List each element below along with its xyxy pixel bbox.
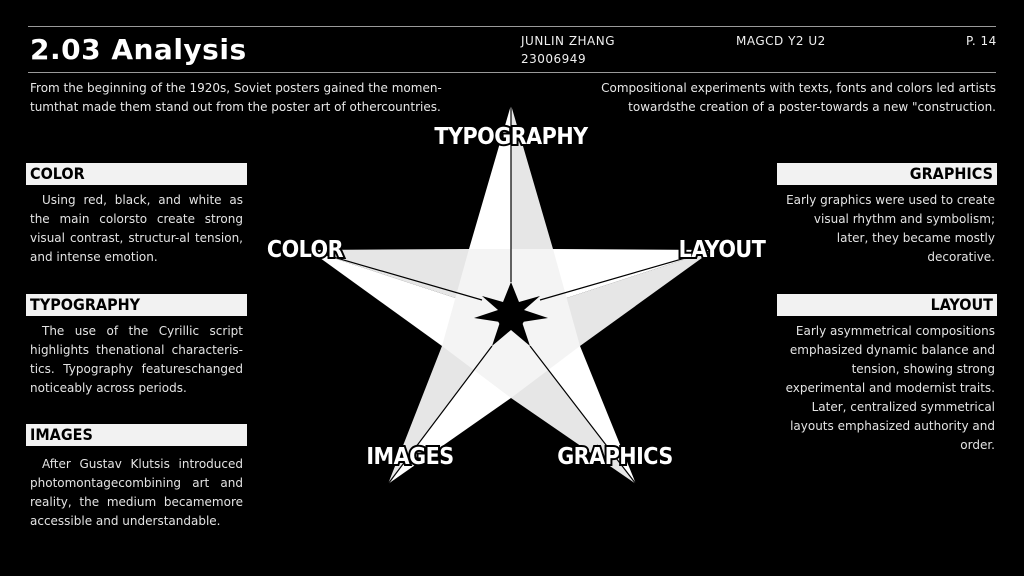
- author-name: JUNLIN ZHANG: [521, 34, 616, 48]
- images-heading: IMAGES: [26, 424, 247, 446]
- color-text: Using red, black, and white as the main colorsto create strong visual contrast, structur-al tension, and intense emotion.: [30, 193, 243, 264]
- star-label-graphics: GRAPHICS: [557, 444, 673, 470]
- course-code: MAGCD Y2 U2: [736, 34, 826, 48]
- layout-text: Early asymmetrical compositions emphasized dynamic balance and tension, showing strong experimental and modernist traits. Later, centralized symmetrical layouts emphasized authority and order.: [785, 324, 995, 452]
- star-label-color: COLOR: [266, 237, 344, 263]
- star-label-images: IMAGES: [366, 444, 454, 470]
- star-center-dot: [497, 302, 525, 330]
- typography-text: The use of the Cyrillic script highlights thenational characteris-tics. Typography featureschanged noticeably across periods.: [30, 324, 243, 395]
- star-label-layout: LAYOUT: [678, 237, 766, 263]
- intro-right: Compositional experiments with texts, fonts and colors led artists towardsthe creation of a poster-towards a new "construction.: [601, 81, 996, 114]
- graphics-text: Early graphics were used to create visual rhythm and symbolism; later, they became mostly decorative.: [786, 193, 995, 264]
- student-id: 23006949: [521, 52, 587, 66]
- graphics-heading: GRAPHICS: [777, 163, 997, 185]
- images-text: After Gustav Klutsis introduced photomontagecombining art and reality, the medium becamemore accessible and understandable.: [30, 457, 243, 528]
- star-label-typography: TYPOGRAPHY: [434, 124, 588, 150]
- page-number: P. 14: [966, 34, 997, 48]
- layout-heading: LAYOUT: [777, 294, 997, 316]
- color-heading: COLOR: [26, 163, 247, 185]
- typography-heading: TYPOGRAPHY: [26, 294, 247, 316]
- intro-left: From the beginning of the 1920s, Soviet posters gained the momen-tumthat made them stand out from the poster art of othercountries.: [30, 81, 442, 114]
- star-shape: [309, 105, 713, 484]
- page-title: 2.03 Analysis: [30, 33, 247, 66]
